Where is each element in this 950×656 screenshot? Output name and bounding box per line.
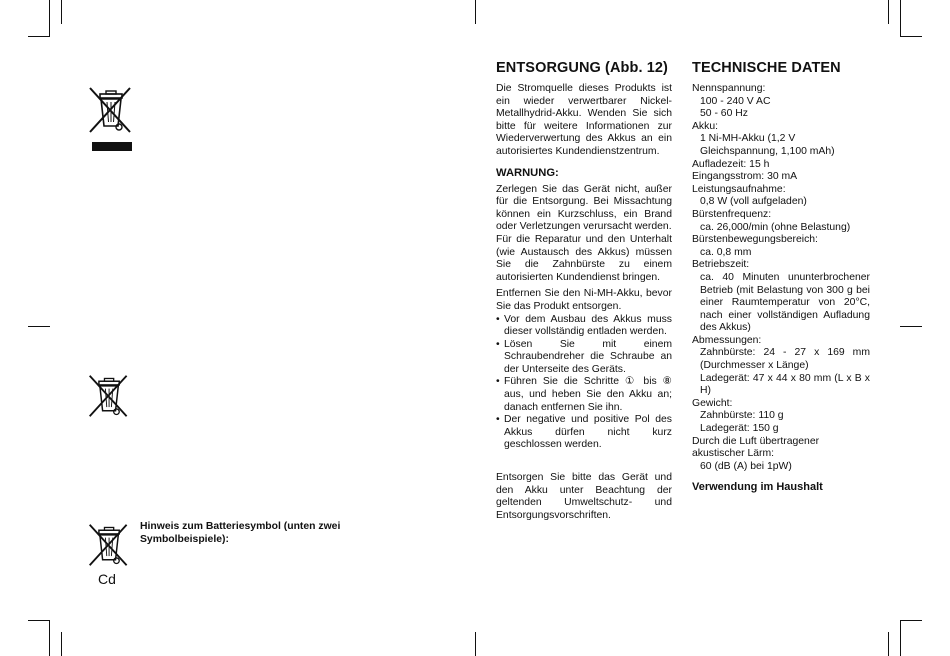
solid-bar-marker: [92, 142, 132, 151]
spec-line: Aufladezeit: 15 h: [692, 158, 770, 170]
spec-value: Ladegerät: 150 g: [700, 423, 779, 435]
spec-value: ca. 0,8 mm: [700, 246, 752, 258]
warning-text-1: Zerlegen Sie das Gerät nicht, außer für die Entsorgung. Bei Missachtung können ein Kurzschluss, ein Brand oder Verletzungen verursacht werden.: [496, 183, 672, 233]
spec-label: Abmessungen:: [692, 334, 762, 346]
disposal-column: [496, 60, 672, 522]
crop-mark: [475, 632, 476, 656]
spec-line: Eingangsstrom: 30 mA: [692, 171, 798, 183]
crop-mark: [61, 0, 62, 24]
crop-mark: [900, 620, 922, 621]
crop-mark: [900, 326, 922, 327]
crop-mark: [900, 36, 922, 37]
spec-value: 50 - 60 Hz: [700, 108, 748, 120]
spec-value: 60 (dB (A) bei 1pW): [700, 460, 792, 472]
spec-label: Gewicht:: [692, 397, 733, 409]
battery-symbol-note: Hinweis zum Batteriesymbol (unten zwei Symbolbeispiele):: [140, 521, 341, 545]
remove-battery-intro: Entfernen Sie den Ni-MH-Akku, bevor Sie das Produkt entsorgen.: [496, 288, 672, 312]
removal-steps-list: [496, 314, 672, 453]
specs-column: [692, 60, 870, 494]
disposal-heading: ENTSORGUNG (Abb. 12): [496, 60, 668, 76]
spec-value: 0,8 W (voll aufgeladen): [700, 196, 807, 208]
spec-label: Durch die Luft übertragener akustischer Lärm:: [692, 435, 820, 460]
crossed-out-wheelie-bin-icon: [86, 372, 134, 420]
spec-value: Ladegerät: 47 x 44 x 80 mm (L x B x H): [700, 372, 870, 397]
spec-value: ca. 40 Minuten ununterbrochener Betrieb (mit Belastung von 300 g bei einer Raumtemperatur von 20°C, nach einer vollständigen Aufladung des Akkus): [700, 271, 870, 334]
list-item: • Lösen Sie mit einem Schraubendreher die Schraube an der Unterseite des Geräts.: [496, 339, 672, 377]
spec-label: Leistungsaufnahme:: [692, 183, 786, 195]
crop-mark: [28, 36, 50, 37]
spec-value: 100 - 240 V AC: [700, 95, 771, 107]
spec-value: Zahnbürste: 24 - 27 x 169 mm (Durchmesser x Länge): [700, 347, 870, 372]
spec-value: Zahnbürste: 110 g: [700, 410, 784, 422]
cadmium-label: Cd: [98, 571, 116, 587]
warning-text-2: Für die Reparatur und den Unterhalt (wie Austausch des Akkus) müssen Sie die Zahnbürste zu einem autorisierten Kundendienst bringen.: [496, 233, 672, 283]
disposal-intro: Die Stromquelle dieses Produkts ist ein wieder verwertbarer Nickel-Metallhydrid-Akku. Wenden Sie sich bitte für weitere Informationen zur Wiederverwertung des Akkus an ein autorisiertes Kundendienstzentrum.: [496, 83, 672, 157]
spec-label: Nennspannung:: [692, 83, 766, 94]
warning-heading: WARNUNG:: [496, 166, 559, 179]
spec-label: Akku:: [692, 120, 718, 132]
crop-mark: [900, 620, 901, 656]
disposal-closing: Entsorgen Sie bitte das Gerät und den Akku unter Beachtung der geltenden Umweltschutz- und Entsorgungsvorschriften.: [496, 472, 672, 521]
spec-label: Bürstenbewegungsbereich:: [692, 234, 818, 246]
crop-mark: [28, 326, 50, 327]
spec-label: Bürstenfrequenz:: [692, 208, 772, 220]
crop-mark: [49, 0, 50, 36]
spec-value: 1 Ni-MH-Akku (1,2 V Gleichspannung, 1,100 mAh): [700, 133, 835, 157]
list-item: • Führen Sie die Schritte ① bis ⑧ aus, und heben Sie den Akku an; danach entfernen Sie ihn.: [496, 376, 672, 414]
list-item: • Vor dem Ausbau des Akkus muss dieser vollständig entladen werden.: [496, 314, 672, 339]
crop-mark: [28, 620, 50, 621]
crop-mark: [475, 0, 476, 24]
crop-mark: [888, 0, 889, 24]
list-item: • Der negative und positive Pol des Akkus dürfen nicht kurz geschlossen werden.: [496, 414, 672, 452]
specs-heading: TECHNISCHE DATEN: [692, 60, 841, 76]
crossed-out-wheelie-bin-icon: [86, 520, 134, 570]
crop-mark: [61, 632, 62, 656]
crop-mark: [888, 632, 889, 656]
crossed-out-wheelie-bin-icon: [86, 84, 138, 136]
spec-value: ca. 26,000/min (ohne Belastung): [700, 221, 851, 233]
spec-label: Betriebszeit:: [692, 259, 750, 271]
crop-mark: [49, 620, 50, 656]
crop-mark: [900, 0, 901, 36]
usage-note: Verwendung im Haushalt: [692, 481, 823, 494]
